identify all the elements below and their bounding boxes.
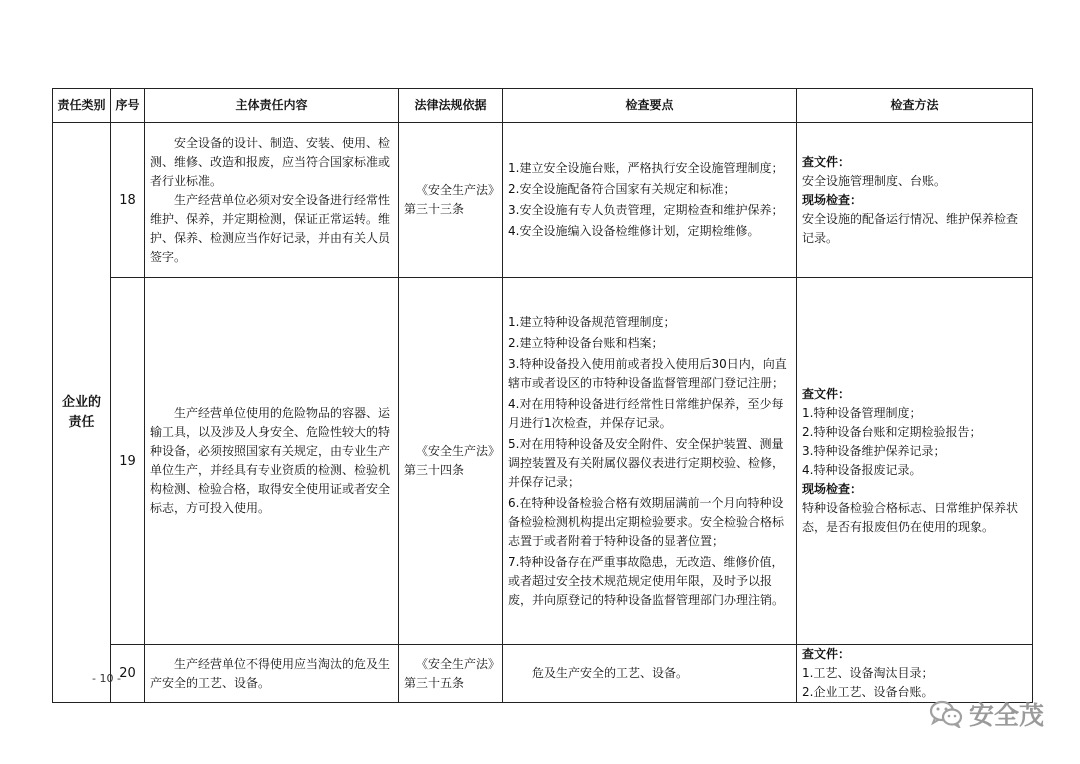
table-row: [53, 123, 1033, 278]
method-doc-line: 4.特种设备报废记录。: [802, 463, 922, 477]
check-point: 3.特种设备投入使用前或者投入使用后30日内，向直辖市或者设区的市特种设备监督管理部门登记注册；: [508, 356, 787, 390]
content-paragraph: 生产经营单位不得使用应当淘汰的危及生产安全的工艺、设备。: [150, 656, 391, 690]
law-text: 《安全生产法》第三十五条: [404, 656, 495, 690]
header-content: 主体责任内容: [145, 89, 399, 123]
method-doc-line: 2.特种设备台账和定期检验报告；: [802, 425, 982, 439]
method-doc-title: 查文件：: [802, 387, 851, 401]
check-point: 2.安全设施配备符合国家有关规定和标准；: [508, 182, 736, 196]
content-cell: [145, 123, 399, 278]
check-point: 3.安全设施有专人负责管理，定期检查和维护保养；: [508, 203, 784, 217]
check-point: 4.对在用特种设备进行经常性日常维护保养，至少每月进行1次检查，并保存记录。: [508, 396, 784, 430]
method-doc-line: 安全设施管理制度、台账。: [802, 173, 947, 188]
row-number: 18: [111, 123, 145, 278]
content-paragraph: 生产经营单位必须对安全设备进行经常性维护、保养，并定期检测，保证正常运转。维护、保养、检测应当作好记录，并由有关人员签字。: [150, 192, 391, 264]
method-site-title: 现场检查：: [802, 482, 863, 496]
table-row: [53, 278, 1033, 645]
method-cell: [797, 278, 1033, 645]
header-number: 序号: [111, 89, 145, 123]
method-doc-line: 3.特种设备维护保养记录；: [802, 444, 946, 458]
table-row: [53, 645, 1033, 703]
law-cell: [399, 645, 503, 703]
method-doc-line: 1.工艺、设备淘汰目录；: [802, 666, 934, 680]
watermark: [929, 696, 1044, 732]
page-number: - 10 -: [92, 672, 121, 685]
row-number: 19: [111, 278, 145, 645]
law-text: 《安全生产法》第三十三条: [404, 183, 495, 216]
check-point: 1.建立特种设备规范管理制度；: [508, 314, 676, 329]
header-law: 法律法规依据: [399, 89, 503, 123]
check-point: 4.安全设施编入设备检维修计划，定期检维修。: [508, 224, 760, 238]
method-doc-line: 2.企业工艺、设备台账。: [802, 685, 934, 699]
method-site-line: 安全设施的配备运行情况、维护保养检查记录。: [802, 211, 1019, 245]
method-site-title: 现场检查：: [802, 192, 863, 207]
header-category: 责任类别: [53, 89, 111, 123]
check-point: 5.对在用特种设备及安全附件、安全保护装置、测量调控装置及有关附属仪器仪表进行定期校验、检修，并保存记录；: [508, 436, 785, 489]
category-cell: 企业的责任: [53, 123, 111, 703]
check-point: 危及生产安全的工艺、设备。: [532, 666, 689, 680]
law-text: 《安全生产法》第三十四条: [404, 444, 495, 477]
check-point: 1.建立安全设施台账，严格执行安全设施管理制度；: [508, 161, 784, 175]
watermark-text: 安全茂: [968, 701, 1044, 730]
method-doc-title: 查文件：: [802, 647, 851, 661]
check-point: 7.特种设备存在严重事故隐患，无改造、维修价值，或者超过安全技术规范规定使用年限，及时予以报废，并向原登记的特种设备监督管理部门办理注销。: [508, 554, 785, 607]
content-cell: [145, 278, 399, 645]
law-cell: [399, 278, 503, 645]
content-paragraph: 生产经营单位使用的危险物品的容器、运输工具，以及涉及人身安全、危险性较大的特种设备，必须按照国家有关规定，由专业生产单位生产，并经具有专业资质的检测、检验机构检测、检验合格，取得安全使用证或者安全标志，方可投入使用。: [150, 406, 391, 515]
law-cell: [399, 123, 503, 278]
method-doc-line: 1.特种设备管理制度；: [802, 406, 922, 420]
table-header-row: [53, 89, 1033, 123]
wechat-icon: [929, 700, 963, 728]
header-points: 检查要点: [503, 89, 797, 123]
content-paragraph: 安全设备的设计、制造、安装、使用、检测、维修、改造和报废，应当符合国家标准或者行业标准。: [150, 135, 391, 188]
method-doc-title: 查文件：: [802, 154, 851, 169]
method-cell: [797, 645, 1033, 703]
responsibility-table: [52, 88, 1033, 703]
row-number: 20: [111, 645, 145, 703]
points-cell: [503, 278, 797, 645]
check-point: 6.在特种设备检验合格有效期届满前一个月向特种设备检验检测机构提出定期检验要求。安全检验合格标志置于或者附着于特种设备的显著位置；: [508, 495, 785, 548]
points-cell: [503, 645, 797, 703]
content-cell: [145, 645, 399, 703]
check-point: 2.建立特种设备台账和档案；: [508, 335, 664, 350]
header-method: 检查方法: [797, 89, 1033, 123]
method-site-line: 特种设备检验合格标志、日常维护保养状态，是否有报废但仍在使用的现象。: [802, 501, 1019, 534]
method-cell: [797, 123, 1033, 278]
points-cell: [503, 123, 797, 278]
